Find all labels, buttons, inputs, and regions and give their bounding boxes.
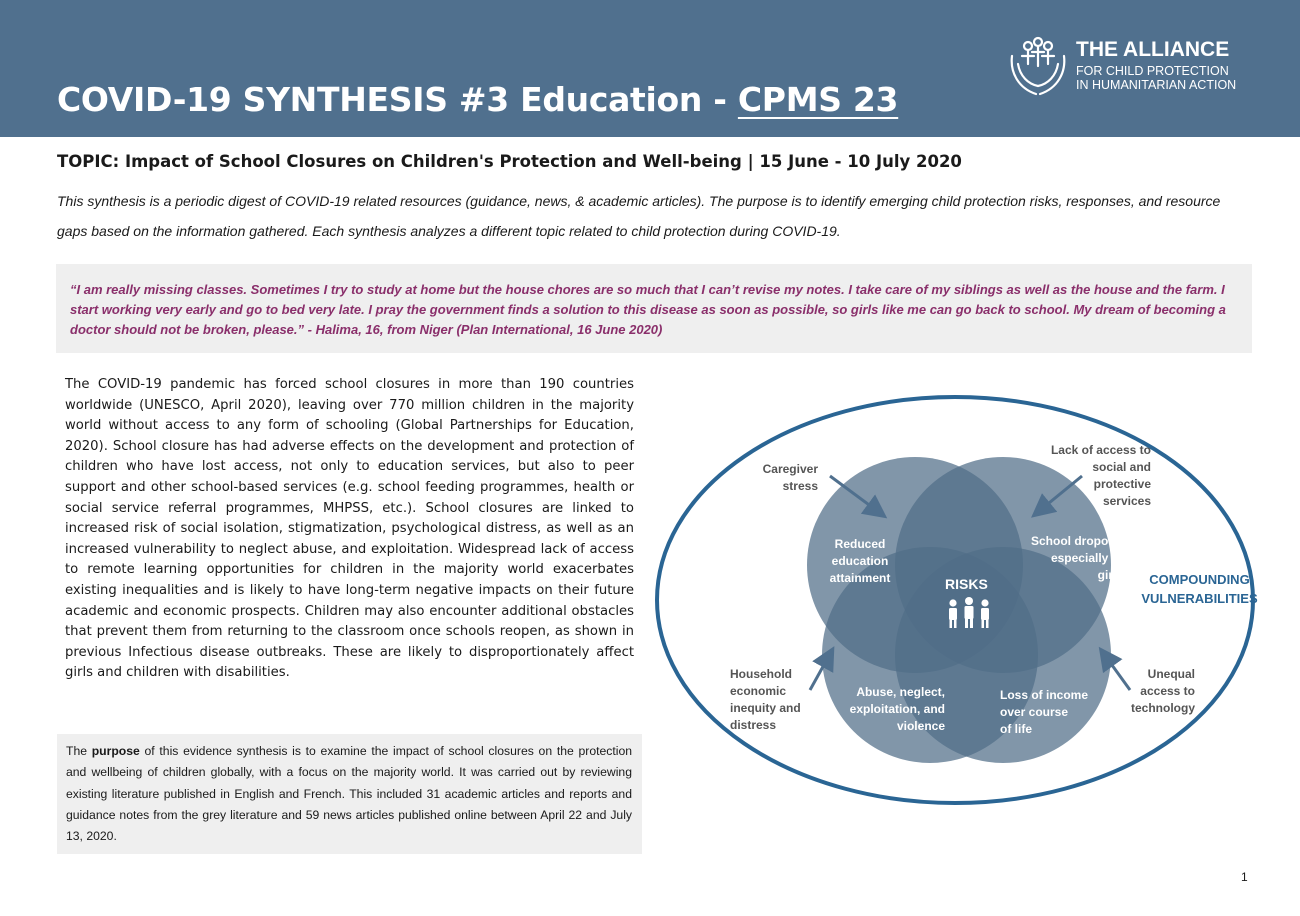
label-line: exploitation, and bbox=[849, 702, 945, 716]
label-abuse-neglect bbox=[835, 684, 945, 735]
label-line: Reduced bbox=[834, 537, 886, 551]
quote-text: “I am really missing classes. Sometimes I try to study at home but the house chores are so much that I can’t revise my notes. I take care of my siblings as well as the house and the farm. I start working very early and go to bed very late. I pray the government finds a solution to this disease as soon as possible, so girls like me can go back to school. My dream of becoming a doctor should not be broken, please.” - Halima, 16, from Niger (Plan International, 16 June 2020) bbox=[70, 282, 1226, 337]
label-line: over course bbox=[1000, 705, 1069, 719]
label-line: of life bbox=[1000, 722, 1032, 736]
logo-subtitle-line-2: IN HUMANITARIAN ACTION bbox=[1076, 78, 1237, 92]
quote-box bbox=[56, 264, 1252, 353]
alliance-logo bbox=[1006, 34, 1256, 104]
label-unequal-access bbox=[1110, 666, 1195, 717]
page-number: 1 bbox=[1241, 870, 1248, 884]
label-line: Lack of access to bbox=[1050, 443, 1151, 457]
purpose-box bbox=[57, 734, 642, 854]
label-line: girls bbox=[1097, 568, 1123, 582]
page-title bbox=[57, 80, 898, 119]
label-line: economic bbox=[730, 684, 787, 698]
label-line: Household bbox=[730, 667, 792, 681]
purpose-keyword: purpose bbox=[91, 744, 140, 758]
risks-label bbox=[945, 576, 988, 593]
label-line: protective bbox=[1093, 477, 1151, 491]
label-line: School dropout, bbox=[1031, 534, 1123, 548]
label-line: VULNERABILITIES bbox=[1141, 591, 1258, 606]
label-compounding-vulnerabilities bbox=[1137, 570, 1262, 608]
label-lack-of-access bbox=[1033, 442, 1151, 510]
label-line: COMPOUNDING bbox=[1149, 572, 1250, 587]
hands-children-icon bbox=[1006, 34, 1070, 102]
label-line: access to bbox=[1140, 684, 1195, 698]
logo-subtitle-line-1: FOR CHILD PROTECTION bbox=[1076, 64, 1229, 78]
purpose-rest: of this evidence synthesis is to examine the impact of school closures on the protection and wellbeing of children globally, with a focus on the majority world. It was carried out by reviewing existing literature published in English and French. This included 31 academic articles and reports and guidance notes from the grey literature and 59 news articles published online between April 22 and July 13, 2020. bbox=[66, 744, 632, 844]
label-line: especially of bbox=[1050, 551, 1123, 565]
logo-subtitle bbox=[1076, 64, 1236, 92]
label-line: distress bbox=[730, 718, 777, 732]
label-line: services bbox=[1102, 494, 1151, 508]
label-reduced-education bbox=[810, 536, 910, 587]
label-line: inequity and bbox=[730, 701, 801, 715]
label-line: social and bbox=[1092, 460, 1151, 474]
label-line: violence bbox=[896, 719, 945, 733]
label-line: stress bbox=[782, 479, 818, 493]
logo-name: THE ALLIANCE bbox=[1076, 38, 1230, 61]
purpose-text bbox=[66, 741, 632, 847]
label-line: Unequal bbox=[1147, 667, 1195, 681]
label-line: Caregiver bbox=[762, 462, 818, 476]
label-line: attainment bbox=[829, 571, 891, 585]
body-paragraph: The COVID-19 pandemic has forced school closures in more than 190 countries worldwide (UNESCO, April 2020), leaving over 770 million children in the majority world without access to any form of schooling (Global Partnerships for Education, 2020). School closure has had adverse effects on the development and protection of children who have lost access, not only to education services, but also to peer support and other school-based services (e.g. school feeding programmes, health or social service referral programmes, MHPSS, etc.). School closures are linked to increased risk of social isolation, stigmatization, psychological distress, as well as an increased vulnerability to neglect abuse, and exploitation. Widespread lack of access to remote learning opportunities for children in the majority world exacerbates existing inequalities and is likely to have long-term negative impacts on their future academic and economic prospects. Children may also encounter additional obstacles that prevent them from returning to the classroom once schools reopen, as shown in previous Infectious disease outbreaks. These are likely to disproportionately affect girls and children with disabilities. bbox=[65, 377, 634, 681]
cpms-link[interactable]: CPMS 23 bbox=[737, 80, 899, 119]
label-household-economic bbox=[730, 666, 830, 734]
purpose-prefix: The bbox=[66, 744, 92, 758]
title-main: COVID-19 SYNTHESIS #3 Education - bbox=[57, 80, 738, 119]
topic-heading: TOPIC: Impact of School Closures on Children's Protection and Well-being | 15 June - 10 July 2020 bbox=[57, 152, 962, 171]
label-school-dropout bbox=[988, 533, 1123, 584]
risks-text: RISKS bbox=[945, 576, 988, 592]
label-line: Loss of income bbox=[1000, 688, 1089, 702]
risks-venn-diagram bbox=[650, 388, 1300, 828]
venn-graphic bbox=[650, 388, 1300, 828]
label-line: technology bbox=[1130, 701, 1195, 715]
label-loss-of-income bbox=[1000, 687, 1100, 738]
label-line: education bbox=[831, 554, 889, 568]
header-banner bbox=[0, 0, 1300, 137]
label-caregiver-stress bbox=[740, 461, 818, 495]
label-line: Abuse, neglect, bbox=[856, 685, 945, 699]
intro-text: This synthesis is a periodic digest of COVID-19 related resources (guidance, news, & academic articles). The purpose is to identify emerging child protection risks, responses, and resource gaps based on the information gathered. Each synthesis analyzes a different topic related to child protection during COVID-19. bbox=[57, 193, 1221, 239]
